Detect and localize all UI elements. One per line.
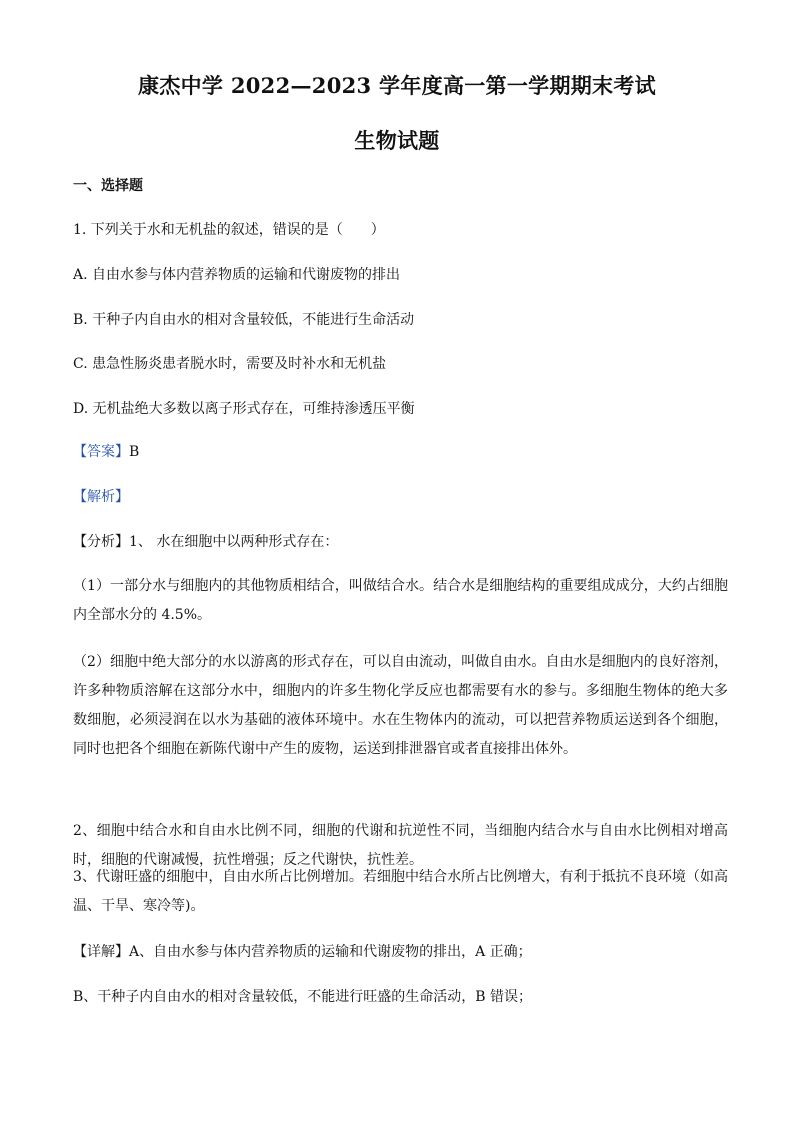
answer-line xyxy=(73,438,728,467)
exam-subject: 生物试题 xyxy=(354,128,440,153)
detail-tag: 【详解】 xyxy=(73,944,129,960)
analysis-paragraph-2: （2）细胞中绝大部分的水以游离的形式存在，可以自由流动，叫做自由水。自由水是细胞内的良好溶剂，许多种物质溶解在这部分水中，细胞内的许多生物化学反应也都需要有水的参与。多细胞生物体的绝大多数细胞，必须浸润在以水为基础的液体环境中。水在生物体内的流动，可以把营养物质运送到各个细胞，同时也把各个细胞在新陈代谢中产生的废物，运送到排泄器官或者直接排出体外。 xyxy=(73,654,728,757)
answer-tag: 【答案】 xyxy=(73,444,129,460)
detail-line-b: B、干种子内自由水的相对含量较低，不能进行旺盛的生命活动，B 错误； xyxy=(73,989,533,1005)
question-stem: 1. 下列关于水和无机盐的叙述，错误的是（ ） xyxy=(73,222,385,238)
analysis-paragraph-3: 2、细胞中结合水和自由水比例不同，细胞的代谢和抗逆性不同，当细胞内结合水与自由水比例相对增高时，细胞的代谢减慢，抗性增强；反之代谢快，抗性差。 xyxy=(73,823,728,868)
detail-line-a xyxy=(73,938,728,967)
option-a: A. 自由水参与体内营养物质的运输和代谢废物的排出 xyxy=(73,267,401,283)
analysis-heading xyxy=(73,483,728,512)
analysis-paragraph-4: 3、代谢旺盛的细胞中，自由水所占比例增加。若细胞中结合水所占比例增大，有利于抵抗不良环境（如高温、干旱、寒冷等)。 xyxy=(73,869,728,914)
analysis-paragraph-1: （1）一部分水与细胞内的其他物质相结合，叫做结合水。结合水是细胞结构的重要组成成分，大约占细胞内全部水分的 4.5%。 xyxy=(73,578,728,623)
analysis-intro xyxy=(73,528,728,557)
option-b: B. 干种子内自由水的相对含量较低，不能进行生命活动 xyxy=(73,312,415,328)
exam-title: 康杰中学 2022—2023 学年度高一第一学期期末考试 xyxy=(138,73,656,98)
section-heading: 一、选择题 xyxy=(73,178,143,194)
analysis-tag: 【解析】 xyxy=(73,489,129,505)
fenxi-tag: 【分析】 xyxy=(73,534,129,550)
fenxi-text: 1、 水在细胞中以两种形式存在： xyxy=(129,534,339,550)
option-d: D. 无机盐绝大多数以离子形式存在，可维持渗透压平衡 xyxy=(73,401,415,417)
detail-a-text: A、自由水参与体内营养物质的运输和代谢废物的排出，A 正确； xyxy=(129,944,532,960)
answer-value: B xyxy=(129,444,140,460)
option-c: C. 患急性肠炎患者脱水时，需要及时补水和无机盐 xyxy=(73,356,387,372)
